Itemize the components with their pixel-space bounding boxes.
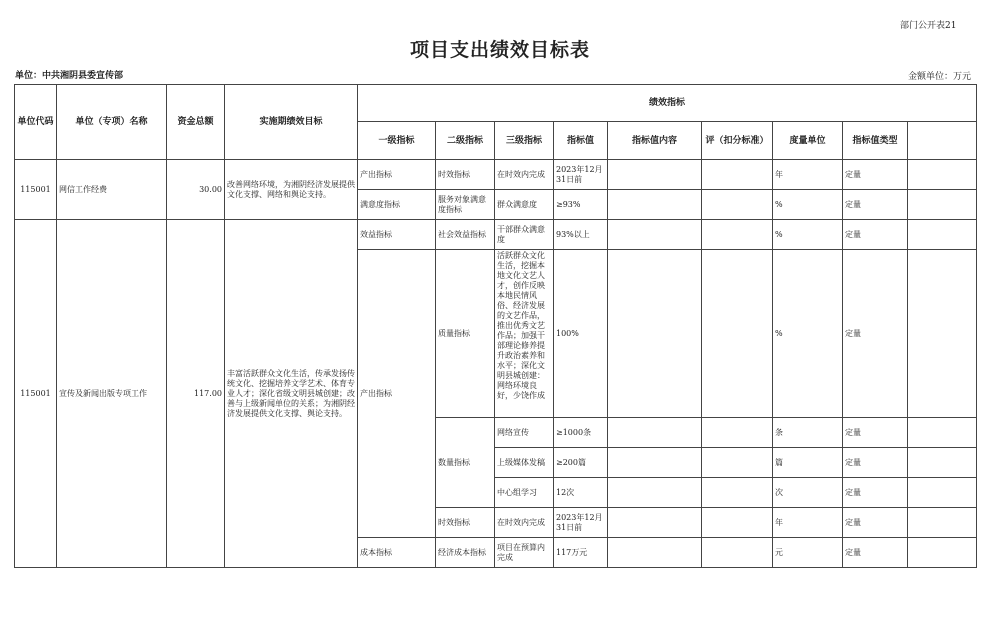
level1-cell: 成本指标 [358, 538, 436, 568]
goal-cell: 改善网络环境，为湘阴经济发展提供文化支撑、网络和舆论支持。 [225, 160, 358, 220]
measure-cell: 篇 [773, 448, 843, 478]
level3-cell: 上级媒体发稿 [495, 448, 554, 478]
remark-cell [908, 190, 977, 220]
score-cell [702, 190, 773, 220]
content-cell [608, 190, 702, 220]
value-cell: ≥1000条 [554, 418, 608, 448]
score-cell [702, 538, 773, 568]
level3-cell: 在时效内完成 [495, 160, 554, 190]
content-cell [608, 250, 702, 418]
col-score: 评（扣分标准） [702, 122, 773, 160]
goal-cell: 丰富活跃群众文化生活，传承发扬传统文化、挖掘培养文学艺术、体育专业人才；深化省级文明县城创建；改善与上级新闻单位的关系；为湘阴经济发展提供文化支撑、舆论支持。 [225, 220, 358, 568]
level3-cell [495, 250, 554, 418]
type-cell: 定量 [843, 538, 908, 568]
level2-cell: 质量指标 [436, 250, 495, 418]
level3-cell: 项目在预算内完成 [495, 538, 554, 568]
level2-cell: 经济成本指标 [436, 538, 495, 568]
col-remark [908, 122, 977, 160]
content-cell [608, 220, 702, 250]
col-goal: 实施期绩效目标 [225, 85, 358, 160]
remark-cell [908, 448, 977, 478]
score-cell [702, 508, 773, 538]
type-cell: 定量 [843, 160, 908, 190]
value-cell: ≥93% [554, 190, 608, 220]
content-cell [608, 538, 702, 568]
measure-cell: 次 [773, 478, 843, 508]
col-amount: 资金总额 [167, 85, 225, 160]
level3-cell: 群众满意度 [495, 190, 554, 220]
table-row [15, 160, 977, 190]
type-cell: 定量 [843, 478, 908, 508]
level1-cell: 产出指标 [358, 160, 436, 190]
level2-cell: 时效指标 [436, 508, 495, 538]
score-cell [702, 250, 773, 418]
content-cell [608, 478, 702, 508]
project-name-cell: 网信工作经费 [57, 160, 167, 220]
table-row [15, 220, 977, 250]
col-level2: 二级指标 [436, 122, 495, 160]
level1-cell: 满意度指标 [358, 190, 436, 220]
score-cell [702, 418, 773, 448]
col-name: 单位（专项）名称 [57, 85, 167, 160]
measure-cell: % [773, 220, 843, 250]
value-cell: 93%以上 [554, 220, 608, 250]
performance-table [14, 84, 977, 568]
value-cell: 117万元 [554, 538, 608, 568]
col-type: 指标值类型 [843, 122, 908, 160]
currency-label: 金额单位：万元 [908, 72, 972, 82]
project-name-cell: 宣传及新闻出版专项工作 [57, 220, 167, 568]
type-cell: 定量 [843, 448, 908, 478]
level2-cell: 服务对象满意度指标 [436, 190, 495, 220]
level2-cell: 社会效益指标 [436, 220, 495, 250]
level3-cell: 在时效内完成 [495, 508, 554, 538]
score-cell [702, 478, 773, 508]
remark-cell [908, 418, 977, 448]
type-cell: 定量 [843, 508, 908, 538]
measure-cell: % [773, 190, 843, 220]
level3-cell: 网络宣传 [495, 418, 554, 448]
remark-cell [908, 478, 977, 508]
remark-cell [908, 250, 977, 418]
level3-cell: 中心组学习 [495, 478, 554, 508]
content-cell [608, 418, 702, 448]
col-content: 指标值内容 [608, 122, 702, 160]
score-cell [702, 160, 773, 190]
content-cell [608, 160, 702, 190]
content-cell [608, 448, 702, 478]
type-cell: 定量 [843, 418, 908, 448]
page-title: 项目支出绩效目标表 [409, 39, 590, 61]
col-value: 指标值 [554, 122, 608, 160]
form-number: 部门公开表21 [900, 21, 957, 31]
level3-cell: 干部群众满意度 [495, 220, 554, 250]
header-row-1 [15, 85, 977, 122]
level2-cell: 时效指标 [436, 160, 495, 190]
type-cell: 定量 [843, 190, 908, 220]
unit-label: 单位：中共湘阴县委宣传部 [15, 71, 124, 81]
value-cell: 2023年12月31日前 [554, 508, 608, 538]
measure-cell: % [773, 250, 843, 418]
measure-cell: 元 [773, 538, 843, 568]
level2-cell: 数量指标 [436, 418, 495, 508]
level1-cell: 产出指标 [358, 250, 436, 538]
unit-code-cell: 115001 [15, 160, 57, 220]
col-measure: 度量单位 [773, 122, 843, 160]
measure-cell: 年 [773, 508, 843, 538]
level1-cell: 效益指标 [358, 220, 436, 250]
col-unit-code: 单位代码 [15, 85, 57, 160]
value-cell: ≥200篇 [554, 448, 608, 478]
measure-cell: 条 [773, 418, 843, 448]
amount-cell: 117.00 [167, 220, 225, 568]
remark-cell [908, 538, 977, 568]
value-cell: 12次 [554, 478, 608, 508]
type-cell: 定量 [843, 220, 908, 250]
content-cell [608, 508, 702, 538]
type-cell: 定量 [843, 250, 908, 418]
col-perf-group: 绩效指标 [358, 85, 977, 122]
col-level3: 三级指标 [495, 122, 554, 160]
col-level1: 一级指标 [358, 122, 436, 160]
level3-text: 活跃群众文化生活，挖掘本地文化文艺人才，创作反映本地民情风俗、经济发展的文艺作品，推出优秀文艺作品；加强干部理论修养提升政治素养和水平；深化文明县城创建：网络环境良好，少饶作成 [497, 251, 545, 400]
remark-cell [908, 160, 977, 190]
remark-cell [908, 220, 977, 250]
amount-cell: 30.00 [167, 160, 225, 220]
score-cell [702, 220, 773, 250]
value-cell: 2023年12月31日前 [554, 160, 608, 190]
measure-cell: 年 [773, 160, 843, 190]
value-cell: 100% [554, 250, 608, 418]
score-cell [702, 448, 773, 478]
unit-code-cell: 115001 [15, 220, 57, 568]
remark-cell [908, 508, 977, 538]
